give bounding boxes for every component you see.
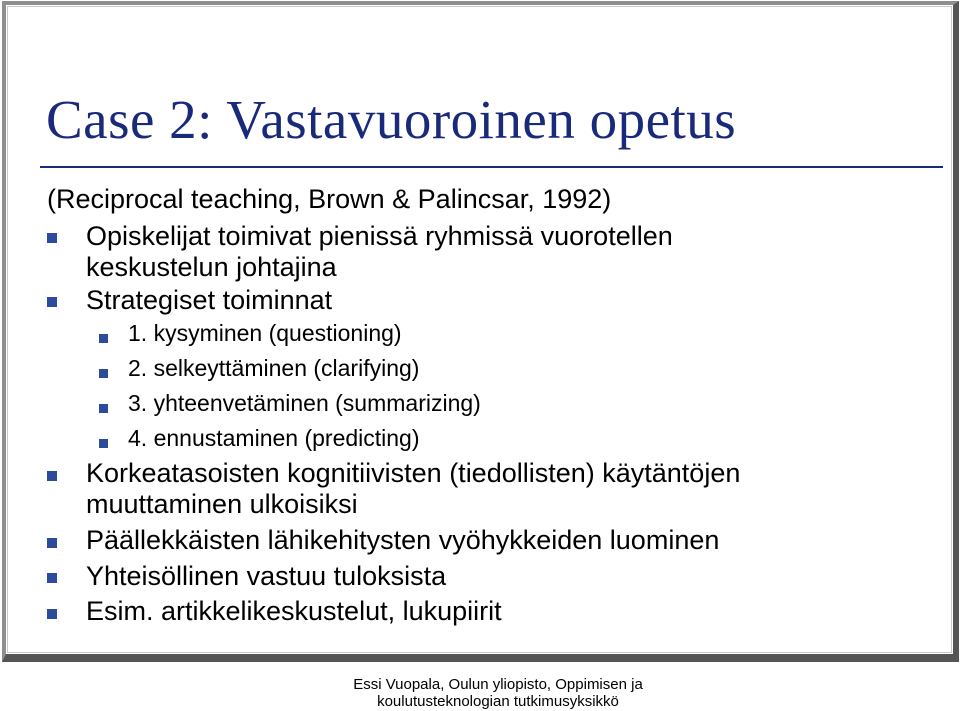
bullet-square-icon <box>47 573 57 583</box>
bullet-2-line-1: Strategiset toiminnat <box>86 285 333 315</box>
bullet-3-line-1: Korkeatasoisten kognitiivisten (tiedollisten) käytäntöjen <box>86 458 741 488</box>
sub-bullet-1: 1. kysyminen (questioning) <box>128 320 402 346</box>
bullet-square-icon <box>47 297 57 307</box>
bullet-square-icon <box>47 233 57 243</box>
bullet-1-line-1: Opiskelijat toimivat pienissä ryhmissä vuorotellen <box>86 221 673 251</box>
sub-bullet-4: 4. ennustaminen (predicting) <box>128 425 420 451</box>
bullet-square-icon <box>47 538 57 548</box>
sub-bullet-square-icon <box>99 369 108 378</box>
bullet-3-line-2: muuttaminen ulkoisiksi <box>86 489 358 519</box>
bullet-6-line-1: Esim. artikkelikeskustelut, lukupiirit <box>86 596 502 626</box>
sub-bullet-2: 2. selkeyttäminen (clarifying) <box>128 355 420 381</box>
bullet-4-line-1: Päällekkäisten lähikehitysten vyöhykkeiden luominen <box>86 525 720 555</box>
title-rule <box>40 166 943 168</box>
bullet-square-icon <box>47 609 57 619</box>
bullet-square-icon <box>47 471 57 481</box>
sub-bullet-square-icon <box>99 439 108 448</box>
intro-text: (Reciprocal teaching, Brown & Palincsar, 1992) <box>47 184 612 214</box>
footer-line-2: koulutusteknologian tutkimusyksikkö <box>377 693 619 710</box>
footer-line-1: Essi Vuopala, Oulun yliopisto, Oppimisen ja <box>353 676 643 693</box>
bullet-5-line-1: Yhteisöllinen vastuu tuloksista <box>86 561 447 591</box>
bullet-1-line-2: keskustelun johtajina <box>86 252 337 282</box>
sub-bullet-3: 3. yhteenvetäminen (summarizing) <box>128 390 481 416</box>
sub-bullet-square-icon <box>99 334 108 343</box>
sub-bullet-square-icon <box>99 404 108 413</box>
slide-footer <box>258 676 738 710</box>
slide-title: Case 2: Vastavuoroinen opetus <box>46 89 737 150</box>
